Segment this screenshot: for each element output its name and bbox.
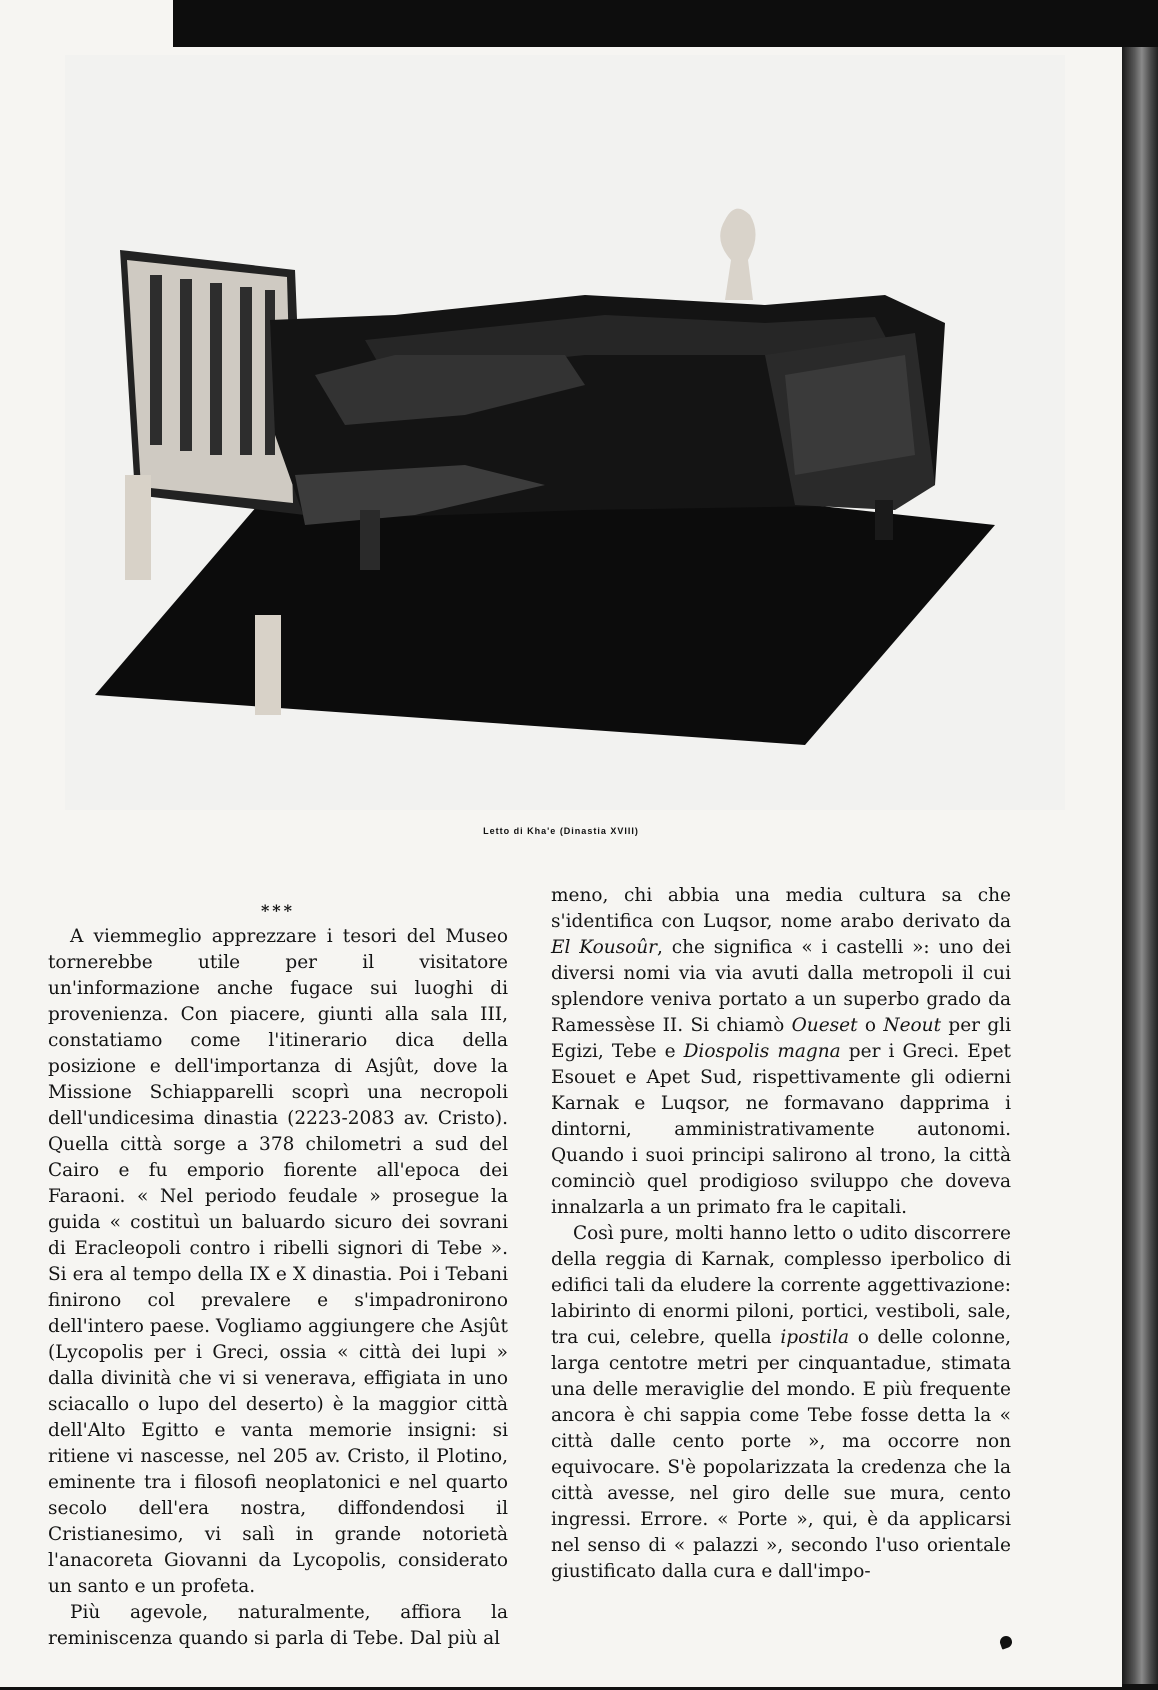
paragraph: Più agevole, naturalmente, affiora la reminiscenza quando si parla di Tebe. Dal più al: [48, 1602, 508, 1649]
paragraph: A viemmeglio apprezzare i tesori del Museo tornerebbe utile per il visitatore un'informazione anche fugace sui luoghi di provenienza. Con piacere, giunti alla sala III, constatiamo come l'itinerario dica della posizione e dell'importanza di Asjût, dove la Missione Schiapparelli scoprì una necropoli dell'undicesima dinastia (2223-2083 av. Cristo). Quella città sorge a 378 chilometri a sud del Cairo e fu emporio fiorente all'epoca dei Faraoni. « Nel periodo feudale » prosegue la guida « costituì un baluardo sicuro dei sovrani di Eracleopoli contro i ribelli signori di Tebe ». Si era al tempo della IX e X dinastia. Poi i Tebani finirono col prevalere e s'impadronirono dell'intero paese. Vogliamo aggiungere che Asjût (Lycopolis per i Greci, ossia « città dei lupi » dalla divinità che vi si venerava, effigiata in uno sciacallo o lupo del deserto) è la maggior città dell'Alto Egitto e vanta memorie insigni: si ritiene vi nascesse, nel 205 av. Cristo, il Plotino, eminente tra i filosofi neoplatonici e nel quarto secolo dell'era nostra, diffondendosi il Cristianesimo, vi salì in grande notorietà l'anacoreta Giovanni da Lycopolis, considerato un santo e un profeta.: [48, 926, 508, 1597]
paragraph: meno, chi abbia una media cultura sa che s'identifica con Luqsor, nome arabo derivato da El Kousoûr, che significa « i castelli »: uno dei diversi nomi via via avuti dalla metropoli il cui splendore veniva portato a un superbo grado da Ramessèse II. Si chiamò Oueset o Neout per gli Egizi, Tebe e Diospolis magna per i Greci. Epet Esouet e Apet Sud, rispettivamente gli odierni Karnak e Luqsor, ne formavano dapprima i dintorni, amministrativamente autonomi. Quando i suoi principi salirono al trono, la città cominciò quel prodigioso sviluppo che doveva innalzarla a un primato fra le capitali.: [551, 885, 1012, 1218]
right-column: [551, 883, 1011, 1585]
paragraph: Così pure, molti hanno letto o udito discorrere della reggia di Karnak, complesso iperbolico di edifici tali da eludere la corrente aggettivazione: labirinto di enormi piloni, portici, vestiboli, sale, tra cui, celebre, quella ipostila o delle colonne, larga centotre metri per cinquantadue, stimata una delle meraviglie del mondo. E più frequente ancora è chi sappia come Tebe fosse detta la « città dalle cento porte », ma occorre non equivocare. S'è popolarizzata la credenza che la città avesse, nel giro delle sue mura, cento ingressi. Errore. « Porte », qui, è da applicarsi nel senso di « palazzi », secondo l'uso orientale giustificato dalla cura e dall'impo-: [551, 1223, 1011, 1582]
photo-bed-of-khae: [65, 55, 1065, 810]
left-column: [48, 898, 508, 1652]
section-stars: ***: [260, 901, 296, 920]
photo-caption: Letto di Kha'e (Dinastia XVIII): [483, 826, 639, 836]
book-spine-shadow: [1122, 47, 1158, 1690]
page-tab: [0, 0, 173, 52]
